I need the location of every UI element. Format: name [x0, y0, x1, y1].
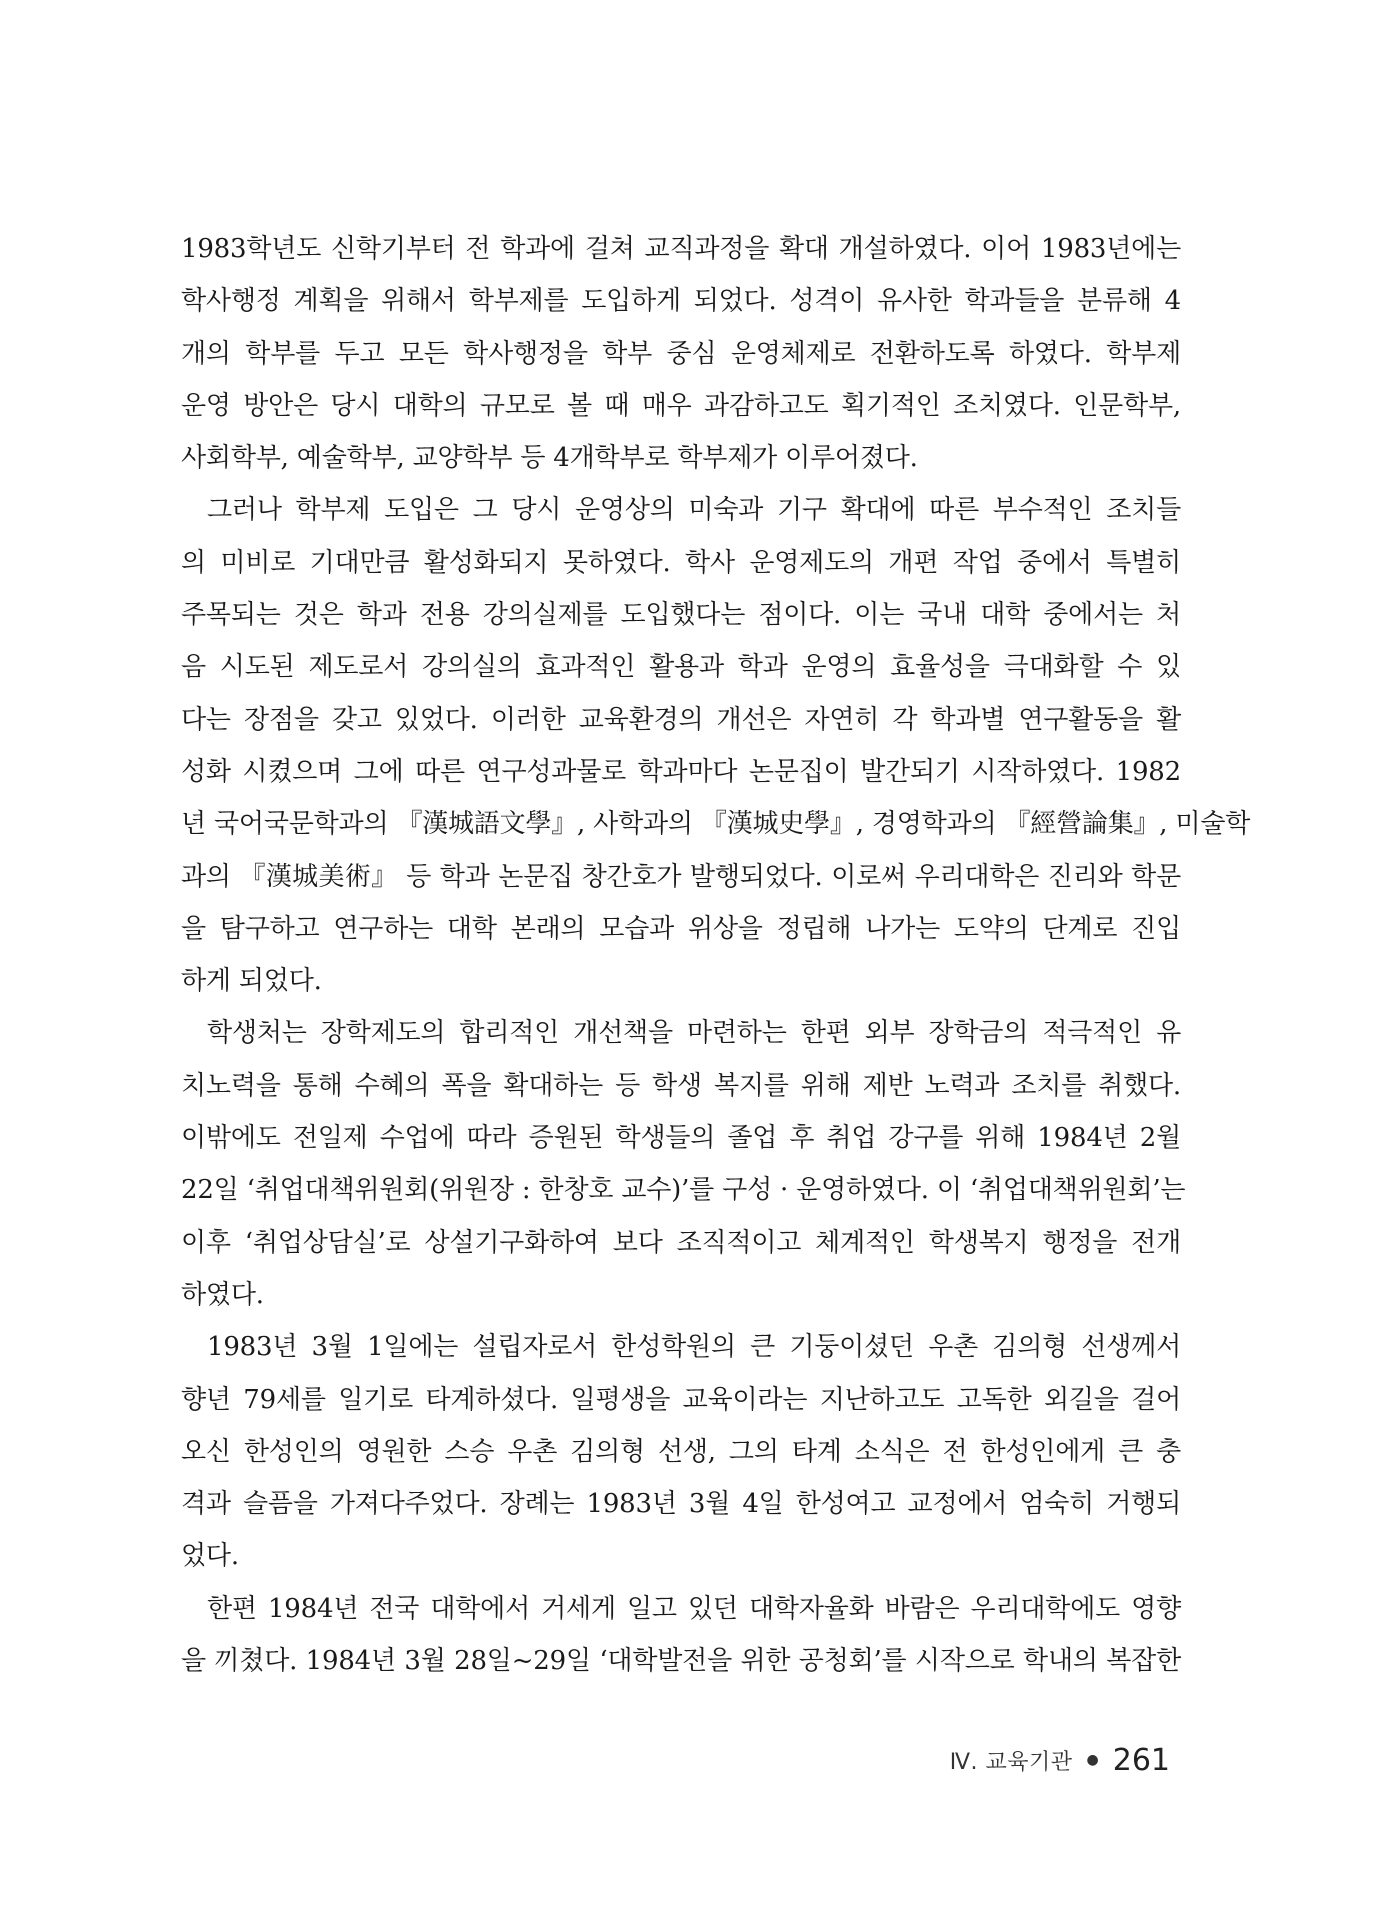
text-line: 주목되는 것은 학과 전용 강의실제를 도입했다는 점이다. 이는 국내 대학 중에서는 처 — [181, 600, 1181, 631]
text-line: 학생처는 장학제도의 합리적인 개선책을 마련하는 한편 외부 장학금의 적극적인 유 — [207, 1018, 1181, 1049]
text-line: 개의 학부를 두고 모든 학사행정을 학부 중심 운영체제로 전환하도록 하였다. 학부제 — [181, 338, 1181, 369]
text-line: 사회학부, 예술학부, 교양학부 등 4개학부로 학부제가 이루어졌다. — [181, 443, 918, 474]
text-line: 그러나 학부제 도입은 그 당시 운영상의 미숙과 기구 확대에 따른 부수적인 조치들 — [207, 495, 1181, 526]
body-text — [181, 223, 1251, 1687]
text-line: 년 국어국문학과의 『漢城語文學』, 사학과의 『漢城史學』, 경영학과의 『經營論集』, 미술학 — [181, 809, 1251, 840]
page-footer — [950, 1738, 1170, 1782]
text-line: 성화 시켰으며 그에 따른 연구성과물로 학과마다 논문집이 발간되기 시작하였다. 1982 — [181, 756, 1181, 787]
text-line: 다는 장점을 갖고 있었다. 이러한 교육환경의 개선은 자연히 각 학과별 연구활동을 활 — [181, 704, 1181, 735]
text-line: 향년 79세를 일기로 타계하셨다. 일평생을 교육이라는 지난하고도 고독한 외길을 걸어 — [181, 1384, 1181, 1415]
text-line: 한편 1984년 전국 대학에서 거세게 일고 있던 대학자율화 바람은 우리대학에도 영향 — [207, 1593, 1181, 1624]
text-line: 치노력을 통해 수혜의 폭을 확대하는 등 학생 복지를 위해 제반 노력과 조치를 취했다. — [181, 1070, 1181, 1101]
page-number: 261 — [1112, 1742, 1170, 1778]
text-line: 었다. — [181, 1541, 239, 1572]
text-line: 을 탐구하고 연구하는 대학 본래의 모습과 위상을 정립해 나가는 도약의 단계로 진입 — [181, 913, 1181, 944]
text-line: 음 시도된 제도로서 강의실의 효과적인 활용과 학과 운영의 효율성을 극대화할 수 있 — [181, 652, 1181, 683]
text-line: 이밖에도 전일제 수업에 따라 증원된 학생들의 졸업 후 취업 강구를 위해 1984년 2월 — [181, 1123, 1181, 1154]
text-line: 오신 한성인의 영원한 스승 우촌 김의형 선생, 그의 타계 소식은 전 한성인에게 큰 충 — [181, 1436, 1181, 1467]
text-line: 하게 되었다. — [181, 966, 322, 997]
text-line: 격과 슬픔을 가져다주었다. 장례는 1983년 3월 4일 한성여고 교정에서 엄숙히 거행되 — [181, 1489, 1181, 1520]
text-line: 22일 ‘취업대책위원회(위원장 : 한창호 교수)’를 구성 · 운영하였다. 이 ‘취업대책위원회’는 — [181, 1175, 1186, 1206]
bullet-icon: ● — [1086, 1752, 1099, 1768]
text-line: 의 미비로 기대만큼 활성화되지 못하였다. 학사 운영제도의 개편 작업 중에서 특별히 — [181, 547, 1181, 578]
text-line: 학사행정 계획을 위해서 학부제를 도입하게 되었다. 성격이 유사한 학과들을 분류해 4 — [181, 286, 1181, 317]
text-line: 운영 방안은 당시 대학의 규모로 볼 때 매우 과감하고도 획기적인 조치였다. 인문학부, — [181, 390, 1181, 421]
chapter-title: Ⅳ. 교육기관 — [949, 1749, 1073, 1775]
text-line: 이후 ‘취업상담실’로 상설기구화하여 보다 조직적이고 체계적인 학생복지 행정을 전개 — [181, 1227, 1181, 1258]
text-line: 1983학년도 신학기부터 전 학과에 걸쳐 교직과정을 확대 개설하였다. 이어 1983년에는 — [181, 234, 1181, 264]
text-line: 1983년 3월 1일에는 설립자로서 한성학원의 큰 기둥이셨던 우촌 김의형 선생께서 — [207, 1332, 1181, 1363]
text-line: 과의 『漢城美術』 등 학과 논문집 창간호가 발행되었다. 이로써 우리대학은 진리와 학문 — [181, 861, 1181, 892]
text-line: 을 끼쳤다. 1984년 3월 28일~29일 ‘대학발전을 위한 공청회’를 시작으로 학내의 복잡한 — [181, 1646, 1181, 1677]
text-line: 하였다. — [181, 1279, 264, 1310]
